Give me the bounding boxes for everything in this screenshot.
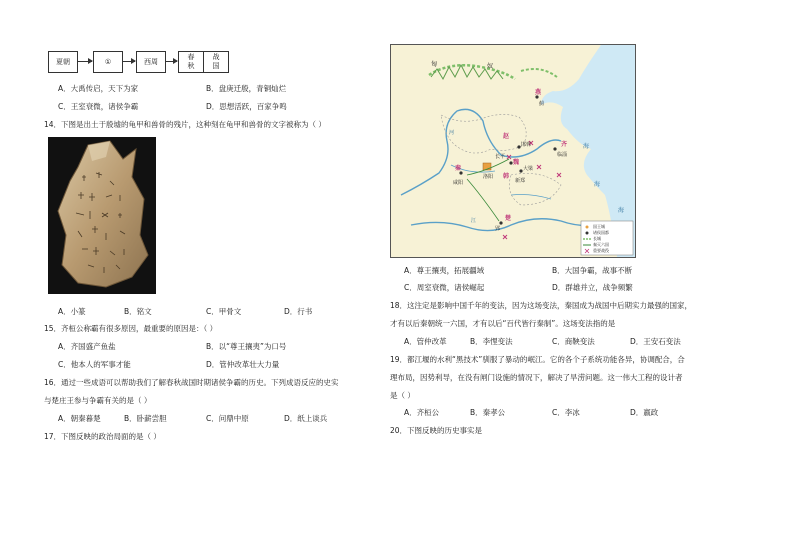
- map-label-changping: 长平: [495, 154, 506, 160]
- q17-stem: 17．下图反映的政治局面的是（ ）: [44, 432, 161, 441]
- q16-stem-line1: 16．通过一些成语可以帮助我们了解春秋战国时期诸侯争霸的历史。下列成语反应的史实: [44, 378, 339, 387]
- oracle-bone-illustration: [48, 137, 156, 294]
- q19-option-b: B．秦孝公: [470, 408, 506, 417]
- flow-arrow: [165, 61, 177, 62]
- q15-option-d: D．管仲改革壮大力量: [206, 360, 280, 369]
- q19-option-c: C．李冰: [552, 408, 580, 417]
- map-state-qin: 秦: [455, 165, 462, 172]
- map-label-jiang: 江: [471, 218, 477, 224]
- q17-option-a: A．尊王攘夷，拓展疆域: [404, 266, 485, 275]
- map-state-han: 韩: [503, 173, 510, 180]
- map-legend-item: 长城: [593, 236, 601, 241]
- q16-option-d: D．纸上谈兵: [284, 414, 328, 423]
- q18-stem-line2: 才有以后秦朝统一六国，才有以后“百代皆行秦制”。这场变法指的是: [390, 319, 616, 328]
- map-label-hai: 海: [618, 207, 625, 214]
- flow-arrow: [77, 61, 92, 62]
- q14-option-a: A．小篆: [58, 307, 86, 316]
- map-label-ji: 蓟: [539, 101, 545, 107]
- map-label-hai: 海: [594, 181, 601, 188]
- q13-option-d: D．思想活跃，百家争鸣: [206, 102, 287, 111]
- q18-option-c: C．商鞅变法: [552, 337, 595, 346]
- map-label-xiongnu: 匈: [431, 61, 438, 68]
- flow-arrow: [122, 61, 135, 62]
- map-legend-item: 秦灭六国: [593, 242, 609, 247]
- q15-option-c: C．他本人的军事才能: [58, 360, 131, 369]
- q17-option-b: B．大国争霸，战事不断: [552, 266, 633, 275]
- q13-option-c: C．王室衰微，诸侯争霸: [58, 102, 139, 111]
- map-label-linzi: 临淄: [557, 152, 568, 158]
- flow-box-blank: ①: [93, 51, 123, 73]
- q19-option-d: D．嬴政: [630, 408, 659, 417]
- q19-stem-line1: 19．都江堰的水利“黑技术”驯服了暴动的岷江。它的各个子系统功能各异，协调配合，合: [390, 355, 685, 364]
- map-label-xiongnu2: 奴: [487, 63, 494, 70]
- map-label-hai: 海: [583, 143, 590, 150]
- q15-option-a: A．齐国盛产鱼盐: [58, 342, 116, 351]
- q14-option-c: C．甲骨文: [206, 307, 242, 316]
- q16-stem-line2: 与楚庄王参与争霸有关的是（ ）: [44, 396, 152, 405]
- flow-box-chunqiu: 春秋: [178, 51, 204, 73]
- q18-option-d: D．王安石变法: [630, 337, 681, 346]
- q20-stem: 20．下图反映的历史事实是: [390, 426, 483, 435]
- q15-option-b: B．以“尊王攘夷”为口号: [206, 342, 287, 351]
- map-label-luoyang: 洛阳: [483, 174, 494, 180]
- map-state-wei: 魏: [513, 159, 520, 166]
- flow-box-xia: 夏朝: [48, 51, 78, 73]
- map-label-handan: 邯郸: [521, 142, 532, 148]
- map-label-daliang: 大梁: [523, 166, 534, 172]
- q15-stem: 15．齐桓公称霸有很多原因，最重要的原因是：（ ）: [44, 324, 218, 333]
- q18-stem-line1: 18．这注定是影响中国千年的变法，因为这场变法，秦国成为战国中后期实力最强的国家，: [390, 301, 693, 310]
- map-legend-item: 国王城: [593, 224, 605, 229]
- q19-stem-line2: 理布局，因势利导，在没有闸门设施的情况下，解决了旱涝问题。这一伟大工程的设计者: [390, 373, 683, 382]
- map-label-ying: 郢: [495, 226, 501, 232]
- warring-states-map: [390, 44, 636, 258]
- map-state-yan: 燕: [535, 89, 542, 96]
- q13-option-a: A．大禹传启，天下为家: [58, 84, 139, 93]
- q17-option-d: D．群雄并立，战争频繁: [552, 283, 633, 292]
- map-legend-item: 诸侯国都: [593, 230, 609, 235]
- map-label-xianyang: 咸阳: [453, 180, 464, 186]
- map-state-zhao: 赵: [503, 133, 510, 140]
- q14-option-b: B．铭文: [124, 307, 152, 316]
- q19-stem-line3: 是（ ）: [390, 391, 415, 400]
- q18-option-b: B．李悝变法: [470, 337, 513, 346]
- map-state-qi: 齐: [561, 141, 568, 148]
- q16-option-b: B．卧薪尝胆: [124, 414, 167, 423]
- flow-box-xizhou: 西周: [136, 51, 166, 73]
- q18-option-a: A．管仲改革: [404, 337, 447, 346]
- oracle-bone-image: [48, 137, 156, 294]
- q16-option-c: C．问鼎中原: [206, 414, 249, 423]
- q19-option-a: A．齐桓公: [404, 408, 440, 417]
- q14-stem: 14．下图是出土于殷墟的龟甲和兽骨的残片，这种刻在龟甲和兽骨的文字被称为（ ）: [44, 120, 326, 129]
- q13-option-b: B．盘庚迁殷，青铜灿烂: [206, 84, 287, 93]
- q16-option-a: A．朝秦暮楚: [58, 414, 101, 423]
- flow-box-zhanguo: 战国: [203, 51, 229, 73]
- map-legend-item: 重要战役: [593, 248, 609, 253]
- q14-option-d: D．行书: [284, 307, 313, 316]
- map-label-he: 河: [449, 130, 455, 136]
- q17-option-c: C．周室衰微，诸侯崛起: [404, 283, 485, 292]
- map-label-xinzheng: 新郑: [515, 178, 526, 184]
- map-state-chu: 楚: [505, 215, 512, 222]
